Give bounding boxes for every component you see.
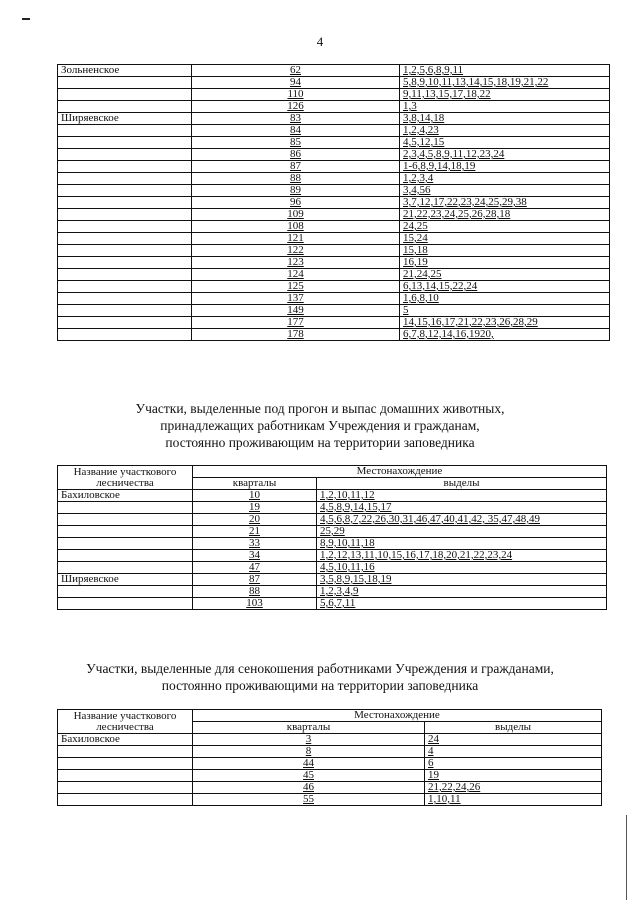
plots-cell: 4,5,8,9,14,15,17 [317, 502, 607, 514]
table-row [58, 113, 610, 125]
column-header-quarters: кварталы [193, 722, 425, 734]
corner-mark [22, 18, 30, 20]
heading-haymaking-line2: постоянно проживающими на территории заповедника [161, 678, 479, 693]
plots-cell: 1,2,5,6,8,9,11 [400, 65, 610, 77]
table-row [58, 281, 610, 293]
plots-cell: 3,5,8,9,15,18,19 [317, 574, 607, 586]
forestry-cell [58, 257, 192, 269]
table-grazing [57, 465, 607, 610]
plots-cell: 25,29 [317, 526, 607, 538]
heading-grazing [0, 400, 640, 451]
table-row [58, 305, 610, 317]
quarter-cell: 84 [192, 125, 400, 137]
plots-cell: 6 [425, 758, 602, 770]
quarter-cell: 124 [192, 269, 400, 281]
quarter-cell: 137 [192, 293, 400, 305]
forestry-cell: Бахиловское [58, 734, 193, 746]
table-row [58, 233, 610, 245]
table-row [58, 221, 610, 233]
forestry-cell [58, 149, 192, 161]
forestry-cell: Ширяевское [58, 113, 192, 125]
plots-cell: 2,3,4,5,8,9,11,12,23,24 [400, 149, 610, 161]
column-header-name: Название участкового лесничества [58, 710, 193, 734]
plots-cell: 1,2,3,4,9 [317, 586, 607, 598]
quarter-cell: 85 [192, 137, 400, 149]
table-row [58, 550, 607, 562]
forestry-cell [58, 758, 193, 770]
quarter-cell: 89 [192, 185, 400, 197]
plots-cell: 4,5,6,8,7,22,26,30,31,46,47,40,41,42, 35,47,48,49 [317, 514, 607, 526]
table-row [58, 293, 610, 305]
forestry-cell [58, 221, 192, 233]
forestry-cell [58, 538, 193, 550]
plots-cell: 1,2,3,4 [400, 173, 610, 185]
table-row [58, 329, 610, 341]
forestry-cell [58, 209, 192, 221]
table-row [58, 758, 602, 770]
table-row [58, 269, 610, 281]
forestry-cell [58, 173, 192, 185]
plots-cell: 14,15,16,17,21,22,23,26,28,29 [400, 317, 610, 329]
plots-cell: 1,2,4,23 [400, 125, 610, 137]
quarter-cell: 103 [193, 598, 317, 610]
table-row [58, 598, 607, 610]
forestry-cell [58, 233, 192, 245]
table-row [58, 257, 610, 269]
quarter-cell: 34 [193, 550, 317, 562]
forestry-cell [58, 77, 192, 89]
plots-cell: 5 [400, 305, 610, 317]
table-row [58, 574, 607, 586]
quarter-cell: 88 [193, 586, 317, 598]
table-row [58, 125, 610, 137]
plots-cell: 1,2,10,11,12 [317, 490, 607, 502]
forestry-cell: Зольненское [58, 65, 192, 77]
forestry-cell [58, 89, 192, 101]
quarter-cell: 55 [193, 794, 425, 806]
table-row [58, 65, 610, 77]
forestry-cell [58, 550, 193, 562]
plots-cell: 4,5,12,15 [400, 137, 610, 149]
forestry-cell [58, 305, 192, 317]
forestry-cell: Бахиловское [58, 490, 193, 502]
heading-haymaking [0, 660, 640, 694]
forestry-cell [58, 101, 192, 113]
quarter-cell: 109 [192, 209, 400, 221]
plots-cell: 1,10,11 [425, 794, 602, 806]
plots-cell: 3,4,56 [400, 185, 610, 197]
table-row [58, 770, 602, 782]
quarter-cell: 87 [192, 161, 400, 173]
quarter-cell: 108 [192, 221, 400, 233]
table-row [58, 514, 607, 526]
table-row [58, 245, 610, 257]
quarter-cell: 86 [192, 149, 400, 161]
table-row [58, 746, 602, 758]
forestry-cell [58, 125, 192, 137]
quarter-cell: 45 [193, 770, 425, 782]
column-header-plots: выделы [425, 722, 602, 734]
scan-edge-line [626, 815, 627, 900]
plots-cell: 1,2,12,13,11,10,15,16,17,18,20,21,22,23,24 [317, 550, 607, 562]
forestry-cell [58, 502, 193, 514]
plots-cell: 3,7,12,17,22,23,24,25,29,38 [400, 197, 610, 209]
forestry-cell [58, 770, 193, 782]
forestry-cell [58, 514, 193, 526]
plots-cell: 21,22,24,26 [425, 782, 602, 794]
plots-cell: 5,8,9,10,11,13,14,15,18,19,21,22 [400, 77, 610, 89]
forestry-cell [58, 269, 192, 281]
forestry-cell [58, 197, 192, 209]
quarter-cell: 122 [192, 245, 400, 257]
forestry-cell: Ширяевское [58, 574, 193, 586]
plots-cell: 8,9,10,11,18 [317, 538, 607, 550]
forestry-cell [58, 161, 192, 173]
plots-cell: 9,11,13,15,17,18,22 [400, 89, 610, 101]
table-row [58, 490, 607, 502]
table-row [58, 161, 610, 173]
plots-cell: 3,8,14,18 [400, 113, 610, 125]
forestry-cell [58, 782, 193, 794]
quarter-cell: 62 [192, 65, 400, 77]
plots-cell: 1,3 [400, 101, 610, 113]
table-row [58, 209, 610, 221]
forestry-cell [58, 185, 192, 197]
heading-grazing-line2: принадлежащих работникам Учреждения и гражданам, [160, 418, 480, 433]
plots-cell: 5,6,7,11 [317, 598, 607, 610]
plots-cell: 19 [425, 770, 602, 782]
plots-cell: 6,13,14,15,22,24 [400, 281, 610, 293]
quarter-cell: 33 [193, 538, 317, 550]
plots-cell: 4,5,10,11,16 [317, 562, 607, 574]
table-row [58, 734, 602, 746]
table-row [58, 782, 602, 794]
quarter-cell: 94 [192, 77, 400, 89]
quarter-cell: 46 [193, 782, 425, 794]
quarter-cell: 44 [193, 758, 425, 770]
plots-cell: 6,7,8,12,14,16,1920, [400, 329, 610, 341]
quarter-cell: 20 [193, 514, 317, 526]
quarter-cell: 88 [192, 173, 400, 185]
plots-cell: 24 [425, 734, 602, 746]
forestry-cell [58, 586, 193, 598]
quarter-cell: 177 [192, 317, 400, 329]
plots-cell: 15,24 [400, 233, 610, 245]
quarter-cell: 126 [192, 101, 400, 113]
forestry-cell [58, 562, 193, 574]
quarter-cell: 149 [192, 305, 400, 317]
quarter-cell: 10 [193, 490, 317, 502]
table-row [58, 502, 607, 514]
heading-grazing-line1: Участки, выделенные под прогон и выпас домашних животных, [135, 401, 505, 416]
plots-cell: 15,18 [400, 245, 610, 257]
forestry-cell [58, 293, 192, 305]
table-haymaking [57, 709, 602, 806]
table-row [58, 197, 610, 209]
forestry-cell [58, 746, 193, 758]
table-row [58, 173, 610, 185]
quarter-cell: 178 [192, 329, 400, 341]
plots-cell: 21,22,23,24,25,26,28,18 [400, 209, 610, 221]
column-header-name: Название участкового лесничества [58, 466, 193, 490]
plots-cell: 1-6,8,9,14,18,19 [400, 161, 610, 173]
table-row [58, 137, 610, 149]
quarter-cell: 121 [192, 233, 400, 245]
forestry-cell [58, 526, 193, 538]
forestry-cell [58, 794, 193, 806]
table-row [58, 89, 610, 101]
plots-cell: 4 [425, 746, 602, 758]
table-row [58, 149, 610, 161]
forestry-cell [58, 598, 193, 610]
column-header-plots: выделы [317, 478, 607, 490]
quarter-cell: 96 [192, 197, 400, 209]
table-row [58, 101, 610, 113]
table-zones-1 [57, 64, 610, 341]
heading-haymaking-line1: Участки, выделенные для сенокошения работниками Учреждения и гражданами, [86, 661, 554, 676]
quarter-cell: 21 [193, 526, 317, 538]
table-row [58, 794, 602, 806]
table-row [58, 317, 610, 329]
table-row [58, 538, 607, 550]
quarter-cell: 19 [193, 502, 317, 514]
table-row [58, 586, 607, 598]
forestry-cell [58, 329, 192, 341]
forestry-cell [58, 137, 192, 149]
plots-cell: 16,19 [400, 257, 610, 269]
page-number: 4 [316, 34, 324, 49]
plots-cell: 24,25 [400, 221, 610, 233]
column-header-location: Местонахождение [193, 466, 607, 478]
quarter-cell: 123 [192, 257, 400, 269]
forestry-cell [58, 317, 192, 329]
table-row [58, 526, 607, 538]
quarter-cell: 83 [192, 113, 400, 125]
table-row [58, 562, 607, 574]
quarter-cell: 3 [193, 734, 425, 746]
quarter-cell: 110 [192, 89, 400, 101]
quarter-cell: 87 [193, 574, 317, 586]
table-row [58, 185, 610, 197]
table-row [58, 77, 610, 89]
forestry-cell [58, 281, 192, 293]
plots-cell: 21,24,25 [400, 269, 610, 281]
quarter-cell: 8 [193, 746, 425, 758]
forestry-cell [58, 245, 192, 257]
heading-grazing-line3: постоянно проживающим на территории заповедника [165, 435, 475, 450]
quarter-cell: 125 [192, 281, 400, 293]
column-header-quarters: кварталы [193, 478, 317, 490]
quarter-cell: 47 [193, 562, 317, 574]
column-header-location: Местонахождение [193, 710, 602, 722]
plots-cell: 1,6,8,10 [400, 293, 610, 305]
